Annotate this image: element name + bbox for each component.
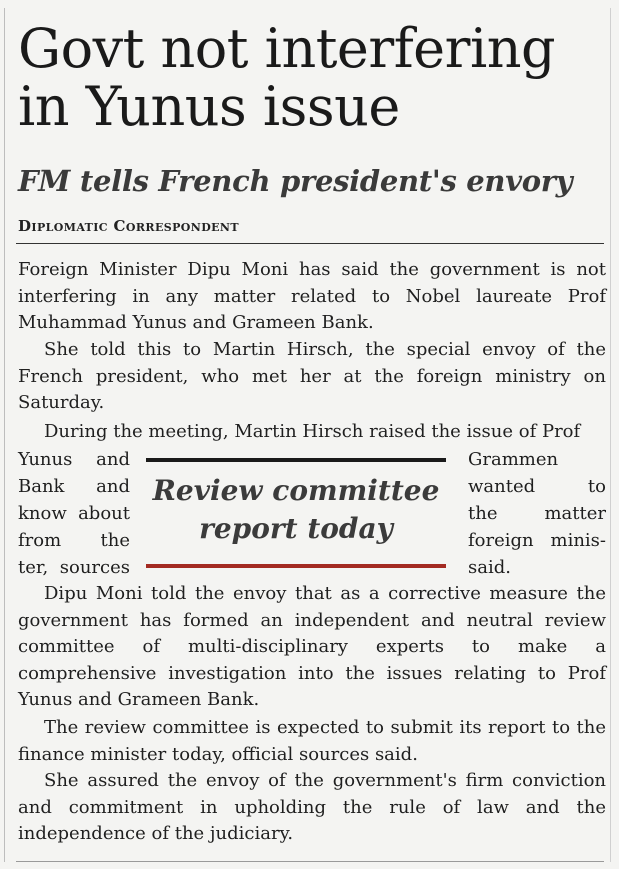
wrap-left-line: Yunus and (18, 449, 130, 470)
footer-divider (16, 861, 604, 862)
wrap-right-line: Grammen (468, 449, 559, 470)
wrap-left-line: Bank and (18, 476, 130, 497)
headline-line-1: Govt not interfering (18, 17, 556, 80)
headline (18, 17, 608, 138)
pull-quote-line-1: Review committee (152, 474, 440, 507)
paragraph-3-lead: During the meeting, Martin Hirsch raised the issue of Prof (44, 421, 581, 442)
pull-quote (146, 472, 446, 548)
header-divider (16, 243, 604, 244)
paragraph-6: She assured the envoy of the government's firm conviction and commitment in upholding the rule of law and the independence of the judiciary. (18, 770, 606, 844)
wrap-left-line: from the (18, 530, 130, 551)
subheadline: FM tells French president's envory (18, 164, 573, 198)
byline: Diplomatic Correspondent (18, 217, 239, 235)
pull-quote-line-2: report today (199, 512, 393, 545)
paragraph-5: The review committee is expected to submit its report to the finance minister today, official sources said. (18, 717, 606, 765)
wrap-column-left (18, 446, 130, 581)
wrap-left-line: know about (18, 503, 130, 524)
wrap-right-line: said. (468, 557, 511, 578)
paragraph-1: Foreign Minister Dipu Moni has said the government is not interfering in any matter related to Nobel laureate Prof Muhammad Yunus and Grameen Bank. (18, 259, 606, 333)
wrap-left-line: ter, sources (18, 557, 130, 578)
wrap-right-line: foreign minis- (468, 530, 606, 551)
headline-line-2: in Yunus issue (18, 75, 400, 138)
paragraph-4: Dipu Moni told the envoy that as a corrective measure the government has formed an independent and neutral review committee of multi-disciplinary experts to make a comprehensive investigation into the issues relating to Prof Yunus and Grameen Bank. (18, 583, 606, 710)
paragraph-2: She told this to Martin Hirsch, the special envoy of the French president, who met her at the foreign ministry on Saturday. (18, 339, 606, 413)
wrap-right-line: the matter (468, 503, 606, 524)
pull-quote-top-rule (146, 458, 446, 462)
wrap-column-right (468, 446, 606, 581)
pull-quote-bottom-rule (146, 564, 446, 568)
wrap-right-line: wanted to (468, 476, 606, 497)
